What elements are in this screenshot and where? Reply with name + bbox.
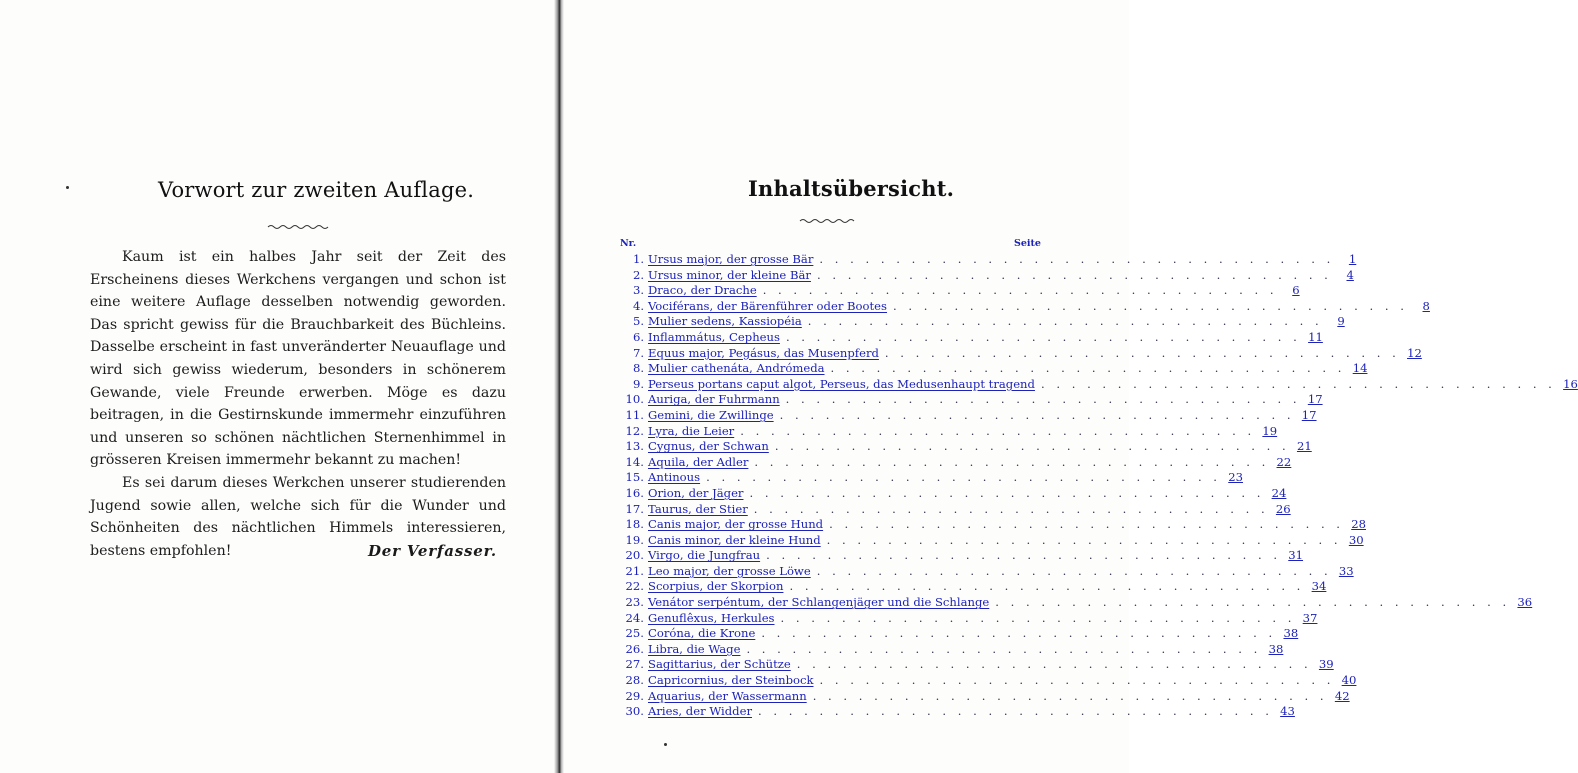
toc-entry[interactable] — [620, 563, 1354, 580]
toc-entry-number: 6. — [632, 329, 644, 344]
toc-dot-leader: . . . . . . . . . . . . . . . . . . . . . . . . . . . . . . . . . . — [740, 423, 1256, 438]
toc-entry-number: 10. — [625, 392, 644, 407]
toc-entry-link[interactable]: Auriga, der Fuhrmann — [648, 392, 780, 407]
toc-entry-page[interactable]: 38 — [1283, 626, 1299, 641]
toc-entry-page[interactable]: 17 — [1301, 407, 1317, 422]
toc-dot-leader: . . . . . . . . . . . . . . . . . . . . . . . . . . . . . . . . . . — [893, 298, 1408, 313]
toc-dot-leader: . . . . . . . . . . . . . . . . . . . . . . . . . . . . . . . . . . — [826, 532, 1342, 547]
toc-entry-number: 22. — [625, 579, 644, 594]
toc-entry-number: 29. — [625, 688, 644, 703]
toc-entry[interactable] — [620, 423, 1278, 440]
toc-entry-page[interactable]: 16 — [1563, 376, 1578, 391]
toc-entry[interactable] — [620, 548, 1304, 564]
preface-body — [90, 246, 506, 562]
toc-entry-number: 5. — [632, 314, 644, 329]
toc-entry-link[interactable]: Vociférans, der Bärenführer oder Bootes — [648, 298, 887, 313]
toc-entry[interactable] — [620, 407, 1317, 424]
toc-dot-leader: . . . . . . . . . . . . . . . . . . . . . . . . . . . . . . . . . . — [761, 626, 1277, 641]
preface-paragraph: Kaum ist ein halbes Jahr seit der Zeit des Erscheinens dieses Werkchens vergangen und schon ist eine weitere Auflage desselben notwendig geworden. Das spricht gewiss für die Brauchbarkeit des Büchleins. Dasselbe erscheint in fast unveränderter Neuauflage und wird sich gewiss wiederum, besonders in schönerem Gewande, viele Freunde erwerben. Möge es dazu beitragen, in die Gestirnskunde immermehr einzuführen und unseren so schönen nächtlichen Sternenhimmel in grösseren Kreisen immermehr bekannt zu machen! — [90, 249, 506, 469]
toc-entry-number: 9. — [632, 376, 644, 391]
toc-entry-number: 30. — [625, 704, 644, 719]
toc-entry-number: 20. — [625, 548, 644, 563]
toc-entry-number: 3. — [632, 283, 644, 298]
toc-entry-number: 23. — [625, 595, 644, 610]
toc-entry-page[interactable]: 4 — [1346, 267, 1354, 282]
toc-entry[interactable] — [620, 704, 1295, 720]
toc-entry-link[interactable]: Ursus major, der grosse Bär — [648, 252, 814, 266]
title-ornament-rule — [800, 218, 856, 224]
toc-entry-number: 27. — [625, 657, 644, 672]
toc-entry[interactable] — [620, 657, 1334, 673]
toc-dot-leader: . . . . . . . . . . . . . . . . . . . . . . . . . . . . . . . . . . — [816, 267, 1332, 282]
toc-entry-page[interactable]: 6 — [1292, 283, 1300, 298]
toc-entry-page[interactable]: 39 — [1318, 657, 1334, 672]
toc-entry-page[interactable]: 9 — [1337, 314, 1345, 329]
toc-dot-leader: . . . . . . . . . . . . . . . . . . . . . . . . . . . . . . . . . . — [1040, 376, 1556, 391]
toc-dot-leader: . . . . . . . . . . . . . . . . . . . . . . . . . . . . . . . . . . — [816, 563, 1332, 578]
toc-entry-link[interactable]: Libra, die Wage — [648, 641, 741, 656]
toc-column-number-header: Nr. — [620, 238, 637, 249]
toc-entry-link[interactable]: Coróna, die Krone — [648, 626, 756, 641]
toc-entry-number: 11. — [625, 407, 644, 422]
toc-entry-number: 7. — [632, 345, 644, 360]
toc-entry-number: 21. — [625, 563, 644, 578]
toc-entry-page[interactable]: 31 — [1288, 548, 1304, 563]
toc-entry[interactable] — [620, 439, 1312, 455]
table-of-contents — [620, 252, 1578, 720]
toc-entry-link[interactable]: Ursus minor, der kleine Bär — [648, 267, 811, 282]
toc-entry-link[interactable]: Aries, der Widder — [648, 704, 752, 719]
toc-entry-link[interactable]: Leo major, der grosse Löwe — [648, 563, 811, 578]
toc-dot-leader: . . . . . . . . . . . . . . . . . . . . . . . . . . . . . . . . . . — [757, 704, 1273, 719]
toc-entry-page[interactable]: 30 — [1348, 532, 1364, 547]
toc-entry[interactable] — [620, 376, 1578, 393]
toc-entry-page[interactable]: 11 — [1308, 329, 1323, 344]
toc-entry-link[interactable]: Aquarius, der Wassermann — [648, 688, 807, 703]
toc-entry[interactable] — [620, 517, 1366, 533]
toc-entry-link[interactable]: Cygnus, der Schwan — [648, 439, 769, 454]
toc-entry[interactable] — [620, 329, 1323, 346]
toc-entry-page[interactable]: 37 — [1302, 610, 1318, 625]
toc-column-page-header: Seite — [1014, 238, 1041, 249]
toc-entry[interactable] — [620, 298, 1430, 315]
toc-entry-number: 13. — [625, 439, 644, 454]
toc-entry-number: 17. — [625, 501, 644, 516]
toc-entry-page[interactable]: 38 — [1268, 641, 1284, 656]
toc-entry-number: 15. — [625, 470, 644, 485]
toc-entry-page[interactable]: 14 — [1352, 361, 1368, 376]
toc-entry-page[interactable]: 21 — [1296, 439, 1312, 454]
toc-dot-leader: . . . . . . . . . . . . . . . . . . . . . . . . . . . . . . . . . . — [995, 595, 1511, 610]
toc-entry-link[interactable]: Taurus, der Stier — [648, 501, 748, 516]
toc-entry[interactable] — [620, 361, 1368, 377]
preface-paragraph: Es sei darum dieses Werkchen unserer studierenden Jugend sowie allen, welche sich für die Wunder und Schönheiten des nächtlichen Himmels interessieren, bestens empfohlen! — [90, 474, 506, 559]
toc-entry[interactable] — [620, 688, 1350, 705]
title-ornament-rule — [268, 224, 330, 230]
toc-entry-link[interactable]: Lyra, die Leier — [648, 423, 735, 438]
toc-entry-link[interactable]: Gemini, die Zwillinge — [648, 407, 774, 422]
toc-dot-leader: . . . . . . . . . . . . . . . . . . . . . . . . . . . . . . . . . . — [749, 485, 1265, 500]
toc-dot-leader: . . . . . . . . . . . . . . . . . . . . . . . . . . . . . . . . . . — [829, 517, 1344, 532]
toc-dot-leader: . . . . . . . . . . . . . . . . . . . . . . . . . . . . . . . . . . — [796, 657, 1312, 672]
toc-entry[interactable] — [620, 267, 1354, 284]
toc-entry[interactable] — [620, 454, 1292, 471]
toc-entry[interactable] — [620, 345, 1422, 362]
toc-entry-page[interactable]: 8 — [1422, 298, 1430, 313]
toc-title: Inhaltsübersicht. — [748, 176, 955, 201]
preface-title: Vorwort zur zweiten Auflage. — [158, 178, 475, 202]
toc-entry-number: 18. — [625, 517, 644, 532]
toc-dot-leader: . . . . . . . . . . . . . . . . . . . . . . . . . . . . . . . . . . — [746, 641, 1262, 656]
toc-entry-link[interactable]: Venátor serpéntum, der Schlangenjäger und die Schlange — [648, 595, 990, 610]
toc-entry-link[interactable]: Antinous — [648, 470, 701, 485]
toc-entry-page[interactable]: 19 — [1262, 423, 1278, 438]
toc-dot-leader: . . . . . . . . . . . . . . . . . . . . . . . . . . . . . . . . . . — [762, 283, 1278, 298]
toc-entry-link[interactable]: Draco, der Drache — [648, 283, 757, 298]
toc-entry-link[interactable]: Capricornius, der Steinbock — [648, 673, 814, 688]
toc-entry-page[interactable]: 40 — [1341, 673, 1357, 688]
toc-entry-page[interactable]: 43 — [1280, 704, 1295, 719]
toc-entry-number: 8. — [632, 361, 644, 376]
toc-dot-leader: . . . . . . . . . . . . . . . . . . . . . . . . . . . . . . . . . . — [812, 688, 1328, 703]
toc-entry[interactable] — [620, 252, 1357, 268]
toc-entry-page[interactable]: 36 — [1517, 595, 1533, 610]
toc-dot-leader: . . . . . . . . . . . . . . . . . . . . . . . . . . . . . . . . . . — [779, 407, 1295, 422]
toc-entry-number: 2. — [632, 267, 644, 282]
toc-entry-link[interactable]: Virgo, die Jungfrau — [648, 548, 761, 563]
toc-dot-leader: . . . . . . . . . . . . . . . . . . . . . . . . . . . . . . . . . . — [766, 548, 1282, 563]
toc-entry-number: 1. — [632, 252, 644, 266]
toc-entry[interactable] — [620, 470, 1243, 486]
toc-entry[interactable] — [620, 673, 1357, 689]
toc-entry-number: 12. — [625, 423, 644, 438]
toc-entry-link[interactable]: Genuflêxus, Herkules — [648, 610, 775, 625]
print-speck — [664, 743, 667, 746]
toc-dot-leader: . . . . . . . . . . . . . . . . . . . . . . . . . . . . . . . . . . — [819, 252, 1335, 266]
toc-entry-page[interactable]: 1 — [1348, 252, 1357, 266]
toc-entry-link[interactable]: Canis major, der grosse Hund — [648, 517, 824, 532]
toc-entry-link[interactable]: Aquila, der Adler — [648, 454, 749, 469]
toc-entry-number: 4. — [632, 298, 644, 313]
toc-entry-link[interactable]: Sagittarius, der Schütze — [648, 657, 791, 672]
toc-dot-leader: . . . . . . . . . . . . . . . . . . . . . . . . . . . . . . . . . . — [785, 392, 1301, 407]
toc-dot-leader: . . . . . . . . . . . . . . . . . . . . . . . . . . . . . . . . . . — [753, 501, 1269, 516]
toc-dot-leader: . . . . . . . . . . . . . . . . . . . . . . . . . . . . . . . . . . — [830, 361, 1346, 376]
toc-entry-link[interactable]: Mulier cathenáta, Andrómeda — [648, 361, 825, 376]
toc-entry-page[interactable]: 33 — [1338, 563, 1354, 578]
toc-dot-leader: . . . . . . . . . . . . . . . . . . . . . . . . . . . . . . . . . . — [754, 454, 1270, 469]
toc-entry[interactable] — [620, 532, 1364, 549]
toc-entry-page[interactable]: 12 — [1407, 345, 1422, 360]
toc-entry-number: 19. — [625, 532, 644, 547]
toc-entry-link[interactable]: Perseus portans caput algot, Perseus, das Medusenhaupt tragend — [648, 376, 1035, 391]
toc-entry[interactable] — [620, 314, 1345, 330]
toc-entry-number: 16. — [625, 485, 644, 500]
toc-entry-page[interactable]: 23 — [1228, 470, 1243, 485]
toc-entry-page[interactable]: 24 — [1271, 485, 1287, 500]
print-speck — [66, 186, 69, 189]
toc-entry-link[interactable]: Inflammátus, Cepheus — [648, 329, 780, 344]
toc-entry-link[interactable]: Canis minor, der kleine Hund — [648, 532, 821, 547]
toc-dot-leader: . . . . . . . . . . . . . . . . . . . . . . . . . . . . . . . . . . — [774, 439, 1290, 454]
book-gutter — [554, 0, 564, 773]
toc-entry[interactable] — [620, 501, 1291, 518]
toc-entry-page[interactable]: 28 — [1351, 517, 1366, 532]
toc-entry-page[interactable]: 34 — [1311, 579, 1327, 594]
toc-entry-page[interactable]: 42 — [1334, 688, 1350, 703]
toc-entry-page[interactable]: 26 — [1275, 501, 1291, 516]
toc-entry[interactable] — [620, 595, 1533, 611]
toc-dot-leader: . . . . . . . . . . . . . . . . . . . . . . . . . . . . . . . . . . — [785, 329, 1301, 344]
toc-entry-number: 25. — [625, 626, 644, 641]
toc-entry[interactable] — [620, 626, 1299, 642]
toc-dot-leader: . . . . . . . . . . . . . . . . . . . . . . . . . . . . . . . . . . — [884, 345, 1400, 360]
author-signature: Der Verfasser. — [368, 542, 497, 560]
toc-entry-page[interactable]: 22 — [1276, 454, 1292, 469]
toc-entry[interactable] — [620, 610, 1318, 627]
toc-entry[interactable] — [620, 283, 1300, 299]
toc-entry-number: 26. — [625, 641, 644, 656]
toc-dot-leader: . . . . . . . . . . . . . . . . . . . . . . . . . . . . . . . . . . — [706, 470, 1221, 485]
toc-entry[interactable] — [620, 579, 1327, 595]
toc-dot-leader: . . . . . . . . . . . . . . . . . . . . . . . . . . . . . . . . . . — [780, 610, 1296, 625]
toc-entry-number: 14. — [625, 454, 644, 469]
toc-entry[interactable] — [620, 485, 1287, 502]
toc-dot-leader: . . . . . . . . . . . . . . . . . . . . . . . . . . . . . . . . . . — [819, 673, 1335, 688]
toc-entry-link[interactable]: Orion, der Jäger — [648, 485, 744, 500]
toc-dot-leader: . . . . . . . . . . . . . . . . . . . . . . . . . . . . . . . . . . — [807, 314, 1323, 329]
toc-entry[interactable] — [620, 641, 1284, 658]
toc-entry-link[interactable]: Scorpius, der Skorpion — [648, 579, 784, 594]
toc-entry-page[interactable]: 17 — [1307, 392, 1323, 407]
toc-entry[interactable] — [620, 392, 1323, 408]
toc-entry-number: 28. — [625, 673, 644, 688]
toc-entry-link[interactable]: Mulier sedens, Kassiopéia — [648, 314, 802, 329]
toc-entry-number: 24. — [625, 610, 644, 625]
toc-entry-link[interactable]: Equus major, Pegásus, das Musenpferd — [648, 345, 879, 360]
toc-dot-leader: . . . . . . . . . . . . . . . . . . . . . . . . . . . . . . . . . . — [789, 579, 1305, 594]
